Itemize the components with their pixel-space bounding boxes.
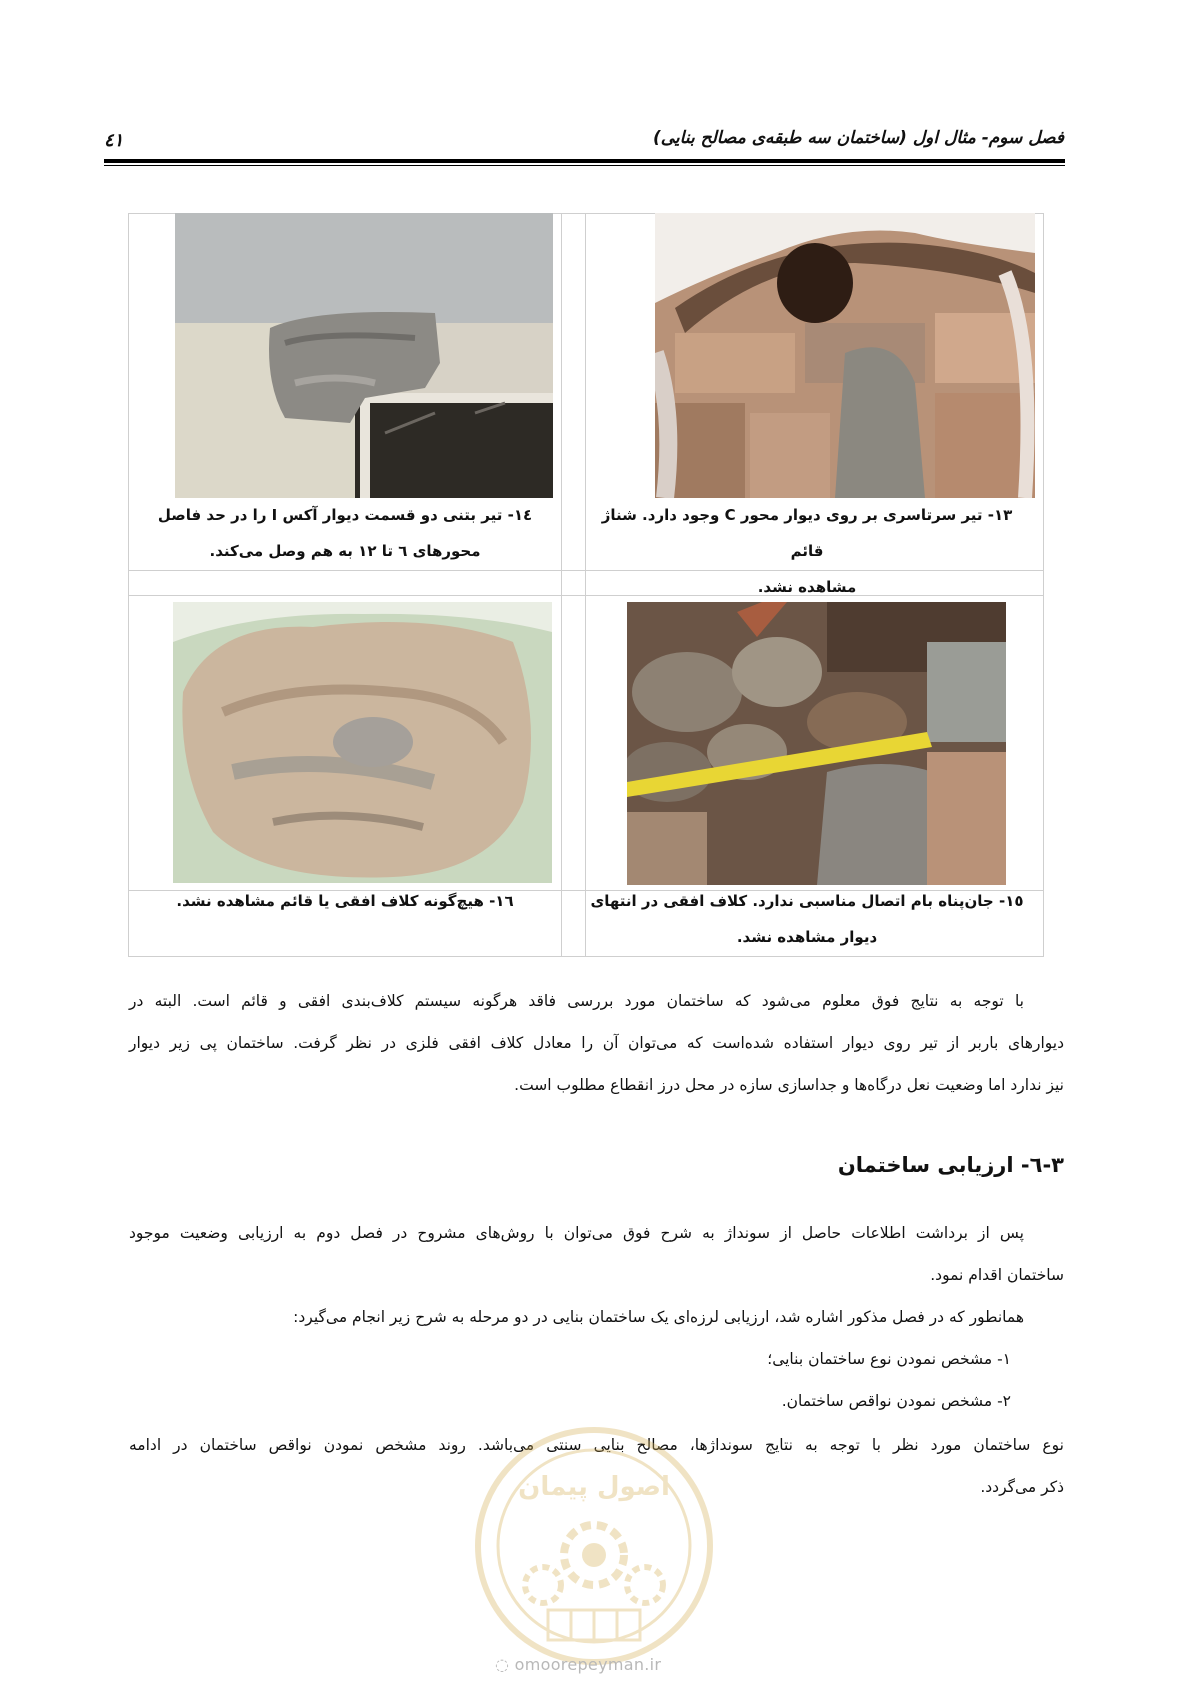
- table-divider-vertical: [585, 214, 586, 956]
- figure-caption-16-line1: ١٦- هیچ‌گونه کلاف افقی یا قائم مشاهده نشد.: [176, 892, 514, 910]
- photo-concrete-beam-corner: [175, 213, 553, 498]
- paragraph-line: همانطور که در فصل مذکور اشاره شد، ارزیابی لرزه‌ای یک ساختمان بنایی در دو مرحله به شرح زیر انجام می‌گیرد:: [293, 1308, 1024, 1326]
- section-heading: ٣-٦- ارزیابی ساختمان: [837, 1153, 1064, 1177]
- body-paragraph-1: [129, 980, 1064, 1106]
- list-item: ٢- مشخص نمودن نواقص ساختمان.: [781, 1392, 1011, 1410]
- paragraph-line: دیوارهای باربر از تیر روی دیوار استفاده شده‌است که می‌توان آن را معادل کلاف افقی فلزی در نظر گرفت. ساختمان پی زیر دیوار: [129, 1034, 1064, 1052]
- watermark-seal-text: اصول پیمان: [518, 1472, 670, 1502]
- watermark-url-text: omoorepeyman.ir: [514, 1655, 662, 1674]
- photo-stone-wall-beam: [655, 213, 1035, 498]
- photo-exposed-wall-patch: [173, 602, 552, 883]
- paragraph-line: ذکر می‌گردد.: [980, 1478, 1064, 1496]
- paragraph-line: پس از برداشت اطلاعات حاصل از سونداژ به شرح فوق می‌توان با روش‌های مشروح در فصل دوم به ارزیابی وضعیت موجود: [129, 1224, 1024, 1242]
- figure-caption-16: [140, 883, 550, 919]
- table-divider-vertical: [561, 214, 562, 956]
- paragraph-line: نیز ندارد اما وضعیت نعل درگاه‌ها و جداسازی سازه در محل درز انقطاع مطلوب است.: [514, 1076, 1064, 1094]
- figure-caption-14-line2: محورهای ٦ تا ١٢ به هم وصل می‌کند.: [209, 542, 481, 560]
- header-rule-thin: [104, 165, 1065, 166]
- paragraph-line: ساختمان اقدام نمود.: [930, 1266, 1064, 1284]
- watermark-seal: [473, 1425, 715, 1667]
- watermark-url-icon: ◌: [495, 1655, 515, 1674]
- figure-caption-13-line2: مشاهده نشد.: [757, 578, 857, 596]
- paragraph-line: با توجه به نتایج فوق معلوم می‌شود که ساختمان مورد بررسی فاقد هرگونه سیستم کلاف‌بندی افقی و قائم است. البته در: [129, 992, 1024, 1010]
- body-paragraph-3: [129, 1296, 1064, 1338]
- running-header-title: فصل سوم- مثال اول (ساختمان سه طبقه‌ی مصالح بنایی): [652, 128, 1064, 148]
- figure-caption-15: [587, 883, 1027, 955]
- watermark-url: [495, 1655, 661, 1674]
- list-item: ١- مشخص نمودن نوع ساختمان بنایی؛: [767, 1350, 1011, 1368]
- figure-caption-13-line1: ١٣- تیر سرتاسری بر روی دیوار محور C وجود دارد. شناژ قائم: [601, 506, 1013, 560]
- figure-caption-13: [587, 497, 1027, 605]
- figure-caption-15-line2: دیوار مشاهده نشد.: [736, 928, 878, 946]
- body-paragraph-2: [129, 1212, 1064, 1296]
- paragraph-line: نوع ساختمان مورد نظر با توجه به نتایج سونداژها، مصالح بنایی سنتی می‌باشد. روند مشخص نمودن نواقص ساختمان در ادامه: [129, 1436, 1064, 1454]
- figure-caption-14: [140, 497, 550, 569]
- figure-caption-15-line1: ١٥- جان‌پناه بام اتصال مناسبی ندارد. کلاف افقی در انتهای: [590, 892, 1024, 910]
- photo-rubble-measuring-tape: [627, 602, 1006, 885]
- header-rule-thick: [104, 159, 1065, 163]
- figure-caption-14-line1: ١٤- تیر بتنی دو قسمت دیوار آکس I را در حد فاصل: [157, 506, 533, 524]
- page-number: ٤١: [104, 130, 124, 151]
